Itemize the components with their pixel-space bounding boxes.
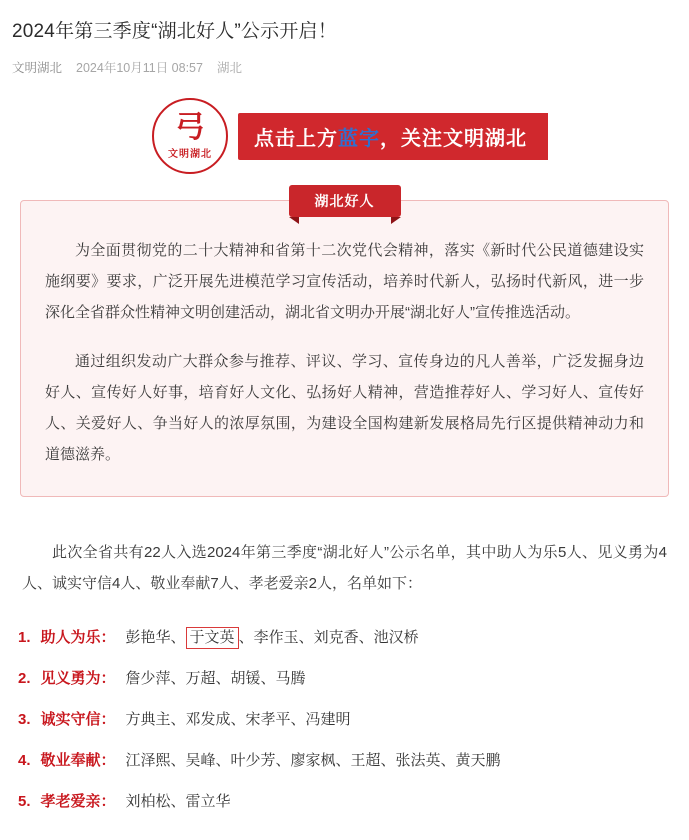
list-item-names: 方典主、邓发成、宋孝平、冯建明: [125, 711, 351, 728]
page-title: 2024年第三季度“湖北好人”公示开启！: [12, 21, 337, 42]
list-item-index: 4.: [18, 752, 31, 769]
list-item-category: 孝老爱亲：: [40, 793, 116, 810]
list-item: [18, 666, 671, 692]
list-item-names: 江泽熙、吴峰、叶少芳、廖家枫、王超、张法英、黄天鹏: [125, 752, 501, 769]
follow-banner-text[interactable]: [238, 113, 547, 160]
list-item-category: 敬业奉献：: [40, 752, 116, 769]
banner-text-suffix: 文明湖北: [443, 127, 527, 150]
list-item-category: 见义勇为：: [40, 670, 116, 687]
banner-text-blue: 蓝字: [338, 127, 380, 150]
list-item-names: 刘柏松、雷立华: [125, 793, 231, 810]
highlighted-name: 于文英: [186, 627, 239, 649]
logo-text: 文明湖北: [168, 148, 212, 160]
article-meta: [12, 58, 677, 76]
name-list: [18, 625, 671, 815]
list-item: [18, 707, 671, 733]
callout-paragraph: 通过组织发动广大群众参与推荐、评议、学习、宣传身边的凡人善举，广泛发掘身边好人、宣传好人好事，培育好人文化、弘扬好人精神，营造推荐好人、学习好人、宣传好人、关爱好人、争当好人的浓厚氛围，为建设全国构建新发展格局先行区提供精神动力和道德滋养。: [45, 353, 644, 463]
brand-logo-icon: [152, 98, 228, 174]
callout-tag-label: 湖北好人: [289, 185, 401, 217]
list-item-index: 3.: [18, 711, 31, 728]
logo-glyph: 弓: [175, 109, 205, 145]
names-after: 、李作玉、刘克香、池汉桥: [238, 629, 419, 646]
meta-location: 湖北: [216, 61, 242, 75]
list-item-category: 诚实守信：: [40, 711, 116, 728]
highlight-callout: [20, 193, 669, 497]
list-item-index: 5.: [18, 793, 31, 810]
list-item-index: 1.: [18, 629, 31, 646]
meta-account[interactable]: 文明湖北: [12, 61, 63, 75]
meta-datetime: 2024年10月11日 08:57: [76, 61, 203, 75]
list-item-category: 助人为乐：: [40, 629, 116, 646]
list-item: [18, 789, 671, 815]
names-before: 彭艳华、: [125, 629, 186, 646]
list-item-names: [126, 625, 671, 651]
list-item-index: 2.: [18, 670, 31, 687]
list-item: [18, 748, 671, 774]
list-item: [18, 625, 671, 651]
banner-text-middle: ，关注: [380, 127, 443, 150]
follow-banner[interactable]: [12, 98, 677, 174]
summary-paragraph: 此次全省共有22人入选2024年第三季度“湖北好人”公示名单，其中助人为乐5人、见义勇为4人、诚实守信4人、敬业奉献7人、孝老爱亲2人，名单如下：: [22, 544, 667, 592]
callout-paragraph: 为全面贯彻党的二十大精神和省第十二次党代会精神，落实《新时代公民道德建设实施纲要》要求，广泛开展先进模范学习宣传活动，培养时代新人，弘扬时代新风，进一步深化全省群众性精神文明创建活动，湖北省文明办开展“湖北好人”宣传推选活动。: [45, 242, 644, 321]
list-item-names: 詹少萍、万超、胡锾、马腾: [125, 670, 306, 687]
banner-text-prefix: 点击上方: [254, 127, 338, 150]
